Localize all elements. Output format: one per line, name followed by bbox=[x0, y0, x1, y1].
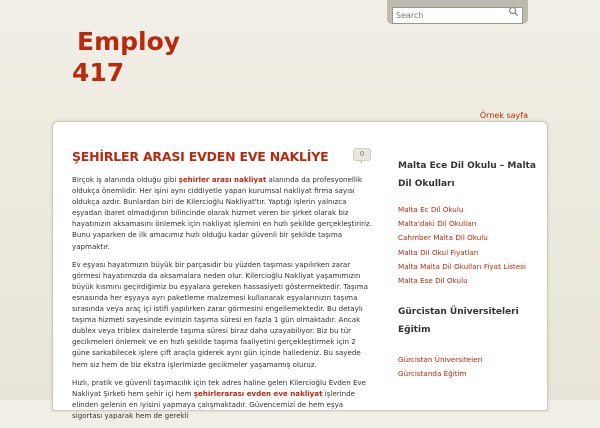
post-paragraph bbox=[72, 377, 372, 421]
sidebar-link[interactable]: Malta Malta Dil Okulları Fiyat Listesi bbox=[398, 261, 526, 271]
search-input[interactable] bbox=[392, 7, 523, 24]
search-bar bbox=[387, 0, 528, 24]
post-title[interactable]: ŞEHİRLER ARASI EVDEN EVE NAKLİYE bbox=[72, 149, 329, 164]
list-item bbox=[398, 272, 538, 286]
sidebar-link[interactable]: Gürcistanda Eğitim bbox=[398, 369, 467, 379]
post-text: alanında da profesyonellik oldukça önemlidir. Her işini aynı ciddiyetle yapan kurumsal nakliyat firma sayısı oldukça azdır. Bunlardan biri de Kilercioğlu Nakliyat'tır. Yaptığı işlerin yalnızca eşyadan ibaret olmadığının bilincinde olarak hizmet veren bir şirket olarak biz hayatınızın aksamasını önlemek için nakliyat işlemini en hızlı şekilde gerçekleştiririz. Bunu yaparken de ilk amacımız hızlı olduğu kadar güvenli bir şekilde taşıma yapmaktır. bbox=[72, 175, 372, 251]
list-item bbox=[398, 351, 538, 365]
post bbox=[72, 149, 372, 428]
post-paragraph bbox=[72, 174, 372, 252]
post-link-sehirler-arasi-nakliyat[interactable]: şehirler arası nakliyat bbox=[178, 175, 267, 184]
sidebar-widget-gurcistan bbox=[398, 304, 538, 379]
search-icon[interactable] bbox=[508, 6, 519, 17]
post-text: işlerinde elinden gelenin en iyisini yapmaya çalışmaktadır. Güvencemizi de hem eşya sigortası yaparak hem de gerekli bbox=[72, 388, 355, 420]
site-title-line-2: 417 bbox=[72, 58, 125, 87]
post-text: Hızlı, pratik ve güvenli taşımacılık için tek adres haline gelen Kilercioğlu Evden Eve Nakliyat Şirketi hem şehir içi hem bbox=[72, 377, 367, 398]
sidebar-widget-malta bbox=[398, 158, 538, 286]
list-item bbox=[398, 229, 538, 243]
content-box bbox=[52, 121, 548, 420]
sidebar-link[interactable]: Malta Ese Dil Okulu bbox=[398, 276, 468, 286]
post-body bbox=[72, 174, 372, 421]
sidebar bbox=[398, 158, 538, 398]
sidebar-link[interactable]: Malta Ec Dil Okulu bbox=[398, 205, 464, 214]
sidebar-link[interactable]: Gürcistan Üniversiteleri bbox=[398, 355, 483, 365]
list-item bbox=[398, 244, 538, 258]
widget-title: Malta Ece Dil Okulu – Malta Dil Okulları bbox=[398, 161, 536, 189]
widget-title: Gürcistan Üniversiteleri Eğitim bbox=[398, 307, 519, 335]
sidebar-link[interactable]: Malta'daki Dil Okulları bbox=[398, 219, 477, 229]
post-text: Birçok iş alanında olduğu gibi bbox=[72, 175, 179, 184]
widget-link-list bbox=[398, 351, 538, 379]
site-title[interactable] bbox=[72, 26, 222, 88]
nav-sample-page-link[interactable]: Örnek sayfa bbox=[479, 111, 528, 120]
list-item bbox=[398, 201, 538, 215]
post-paragraph: Ev eşyası hayatımızın büyük bir parçasıdır bu yüzden taşıması yapılırken zarar görmesi hayatımızda da aksamalara neden olur. Kilercioğlu Nakliyat yaşamımızın büyük kısmını geçirdiğimiz bu eşyalara gereken hassasiyeti göstermektedir. Taşıma esnasında her eşyaya ayrı paketleme malzemesi kullanarak eşyalarınızın taşıma sırasında veya araç içi istifi yapılırken zarar görmesini engellemektedir. Bu detaylı taşıma hizmeti sayesinde evinizin taşıma süresi en fazla 1 gün olmaktadır. Ancak dublex veya tribleх dairelerde taşıma süresi biraz daha uzayabiliyor. Biz bu tür gecikmeleri önlemek ve en hızlı şekilde taşıma faaliyetini gerçekleştirmek için 2 güne sarkabilecek işlere çift araçla giderek aynı gün içinde halledeniz. Bu sayede hem siz hem de biz ekstra işlerimizde gecikmeler yaşamamış oluruz. bbox=[72, 259, 368, 369]
list-item bbox=[398, 365, 538, 379]
site-title-line-1: Employ bbox=[77, 27, 181, 56]
list-item bbox=[398, 215, 538, 229]
sidebar-link[interactable]: Malta Dil Okul Fiyatları bbox=[398, 247, 479, 257]
widget-link-list bbox=[398, 201, 538, 286]
list-item bbox=[398, 258, 538, 272]
sidebar-link[interactable]: Cahmber Malta Dil Okulu bbox=[398, 233, 488, 243]
comment-count-badge[interactable]: 0 bbox=[353, 148, 371, 161]
post-link-sehirlerarasi-evden-eve-nakliyat[interactable]: şehirlerarası evden eve nakliyat bbox=[193, 388, 323, 398]
